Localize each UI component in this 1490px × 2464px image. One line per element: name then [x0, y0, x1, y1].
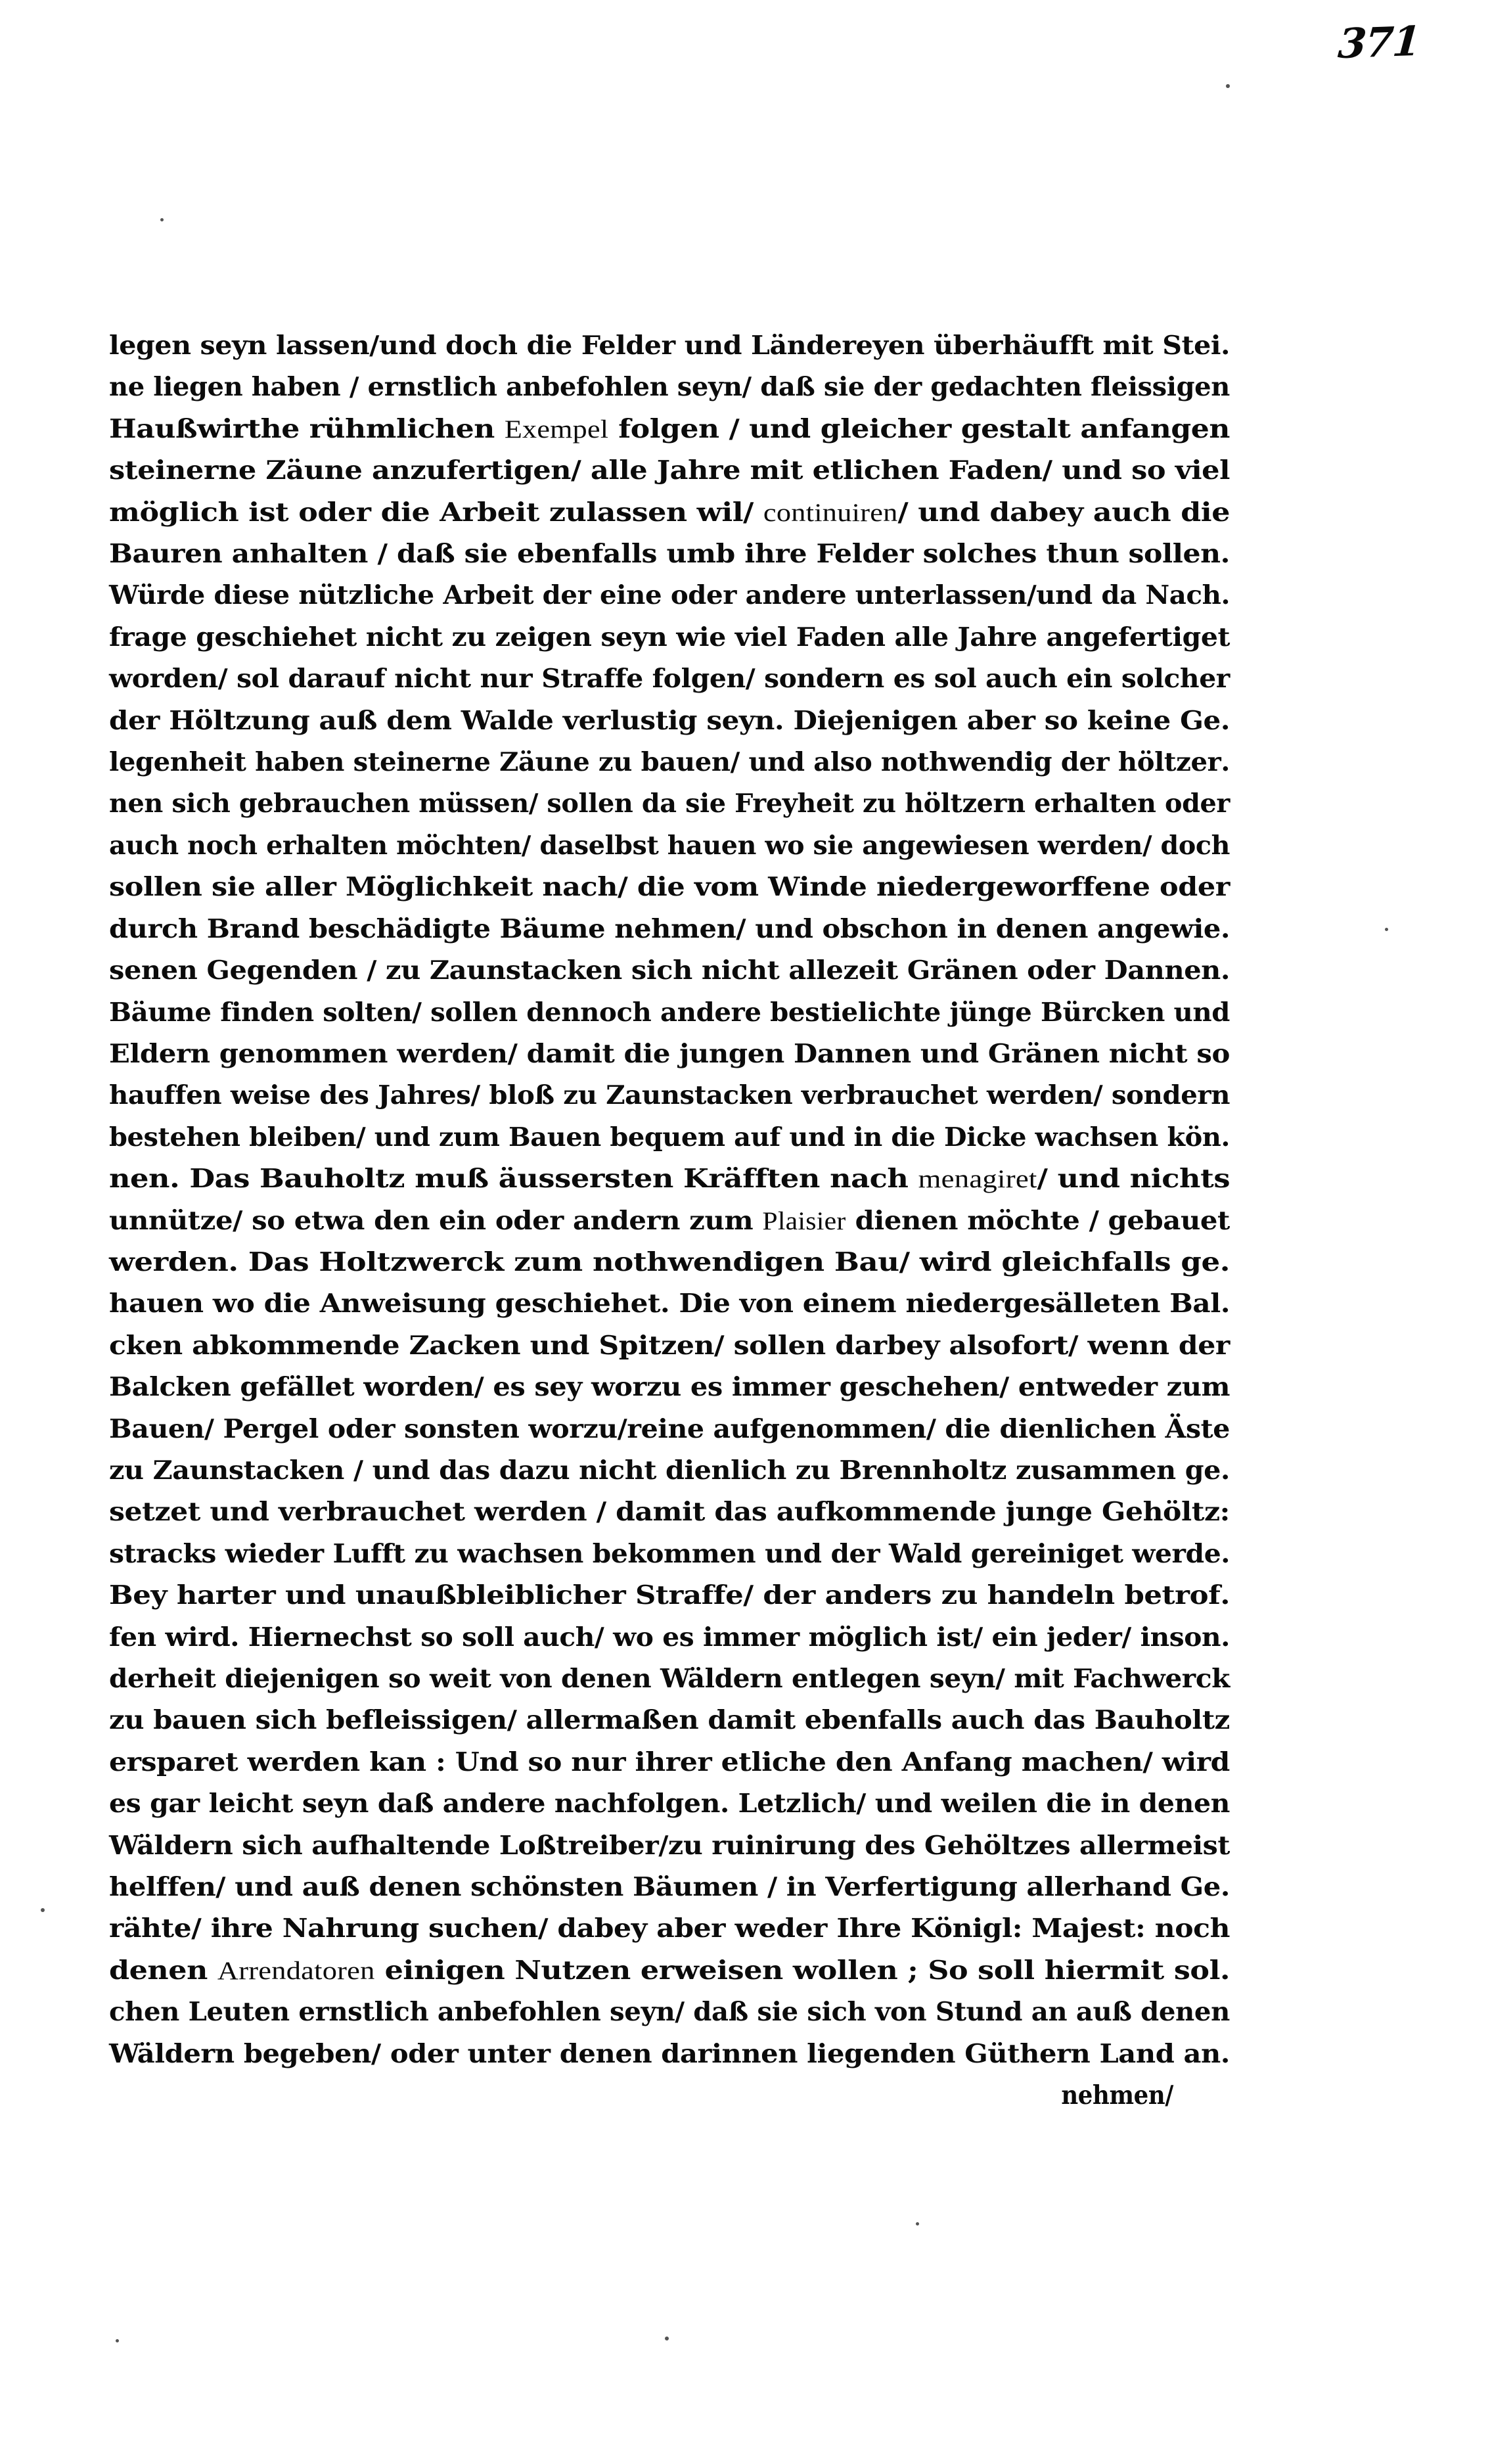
- text-line: nen sich gebrauchen müssen/ sollen da sie Freyheit zu höltzern erhalten oder: [109, 789, 1230, 819]
- text-line: unnütze/ so etwa den ein oder andern zum Plaisier dienen möchte / gebauet: [109, 1206, 1230, 1236]
- text-line: Eldern genommen werden/ damit die jungen Dannen und Gränen nicht so: [109, 1039, 1230, 1069]
- scan-speck: [41, 1908, 45, 1912]
- text-line: Bäume finden solten/ sollen dennoch andere bestielichte jünge Bürcken und: [109, 997, 1230, 1028]
- text-line: möglich ist oder die Arbeit zulassen wil/ continuiren/ und dabey auch die: [109, 497, 1230, 528]
- scan-speck: [160, 218, 164, 221]
- text-line: zu Zaunstacken / und das dazu nicht dienlich zu Brennholtz zusammen ge․: [109, 1455, 1230, 1486]
- text-line: hauffen weise des Jahres/ bloß zu Zaunstacken verbrauchet werden/ sondern: [109, 1081, 1230, 1111]
- text-line: es gar leicht seyn daß andere nachfolgen. Letzlich/ und weilen die in denen: [109, 1789, 1230, 1819]
- text-line: Bey harter und unaußbleiblicher Straffe/ der anders zu handeln betrof․: [109, 1580, 1230, 1611]
- text-line: bestehen bleiben/ und zum Bauen bequem auf und in die Dicke wachsen kön․: [109, 1122, 1230, 1152]
- catchword: nehmen/: [1061, 2080, 1173, 2110]
- text-line: helffen/ und auß denen schönsten Bäumen / in Verfertigung allerhand Ge․: [109, 1872, 1230, 1902]
- scan-speck: [1385, 928, 1388, 931]
- text-line: fen wird. Hiernechst so soll auch/ wo es immer möglich ist/ ein jeder/ inson․: [109, 1622, 1230, 1653]
- text-line: senen Gegenden / zu Zaunstacken sich nicht allezeit Gränen oder Dannen․: [109, 955, 1230, 986]
- text-line: Würde diese nützliche Arbeit der eine oder andere unterlassen/und da Nach․: [109, 581, 1230, 611]
- text-line: Bauren anhalten / daß sie ebenfalls umb ihre Felder solches thun sollen.: [109, 539, 1230, 569]
- text-line: worden/ sol darauf nicht nur Straffe folgen/ sondern es sol auch ein solcher: [109, 664, 1230, 695]
- antiqua-word: Arrendatoren: [217, 1955, 375, 1985]
- folio-number: 371: [1336, 16, 1421, 68]
- scan-speck: [665, 2337, 669, 2340]
- text-line: frage geschiehet nicht zu zeigen seyn wie viel Faden alle Jahre angefertiget: [109, 622, 1230, 652]
- text-line: cken abkommende Zacken und Spitzen/ sollen darbey alsofort/ wenn der: [109, 1331, 1230, 1361]
- text-line: Wäldern begeben/ oder unter denen darinnen liegenden Güthern Land an․: [109, 2039, 1230, 2069]
- antiqua-word: menagiret: [918, 1164, 1037, 1193]
- text-line: ne liegen haben / ernstlich anbefohlen seyn/ daß sie der gedachten fleissigen: [109, 373, 1230, 403]
- text-line: legenheit haben steinerne Zäune zu bauen/ und also nothwendig der höltzer․: [109, 747, 1230, 777]
- text-line: ersparet werden kan : Und so nur ihrer etliche den Anfang machen/ wird: [109, 1747, 1230, 1777]
- text-line: durch Brand beschädigte Bäume nehmen/ und obschon in denen angewie․: [109, 914, 1230, 944]
- text-line: setzet und verbrauchet werden / damit das aufkommende junge Gehöltz:: [109, 1497, 1230, 1528]
- antiqua-word: Exempel: [504, 414, 609, 444]
- text-line: Haußwirthe rühmlichen Exempel folgen / und gleicher gestalt anfangen: [109, 414, 1230, 444]
- text-line: Balcken gefället worden/ es sey worzu es immer geschehen/ entweder zum: [109, 1372, 1230, 1403]
- text-line: auch noch erhalten möchten/ daselbst hauen wo sie angewiesen werden/ doch: [109, 831, 1230, 861]
- text-line: derheit diejenigen so weit von denen Wäldern entlegen seyn/ mit Fachwerck: [109, 1664, 1230, 1694]
- text-line: legen seyn lassen/und doch die Felder und Ländereyen überhäufft mit Stei․: [109, 331, 1230, 361]
- text-line: sollen sie aller Möglichkeit nach/ die vom Winde niedergeworffene oder: [109, 873, 1230, 903]
- antiqua-word: Plaisier: [762, 1206, 846, 1235]
- text-line: zu bauen sich befleissigen/ allermaßen damit ebenfalls auch das Bauholtz: [109, 1706, 1230, 1736]
- text-line: Wäldern sich aufhaltende Loßtreiber/zu ruinirung des Gehöltzes allermeist: [109, 1831, 1230, 1861]
- antiqua-word: continuiren: [763, 497, 898, 527]
- text-line: stracks wieder Lufft zu wachsen bekommen und der Wald gereiniget werde․: [109, 1539, 1230, 1569]
- scan-speck: [1226, 84, 1230, 88]
- text-line: hauen wo die Anweisung geschiehet. Die von einem niedergesälleten Bal․: [109, 1289, 1230, 1319]
- scan-speck: [916, 2222, 919, 2225]
- text-line: nen. Das Bauholtz muß äussersten Kräfften nach menagiret/ und nichts: [109, 1164, 1230, 1194]
- text-line: werden. Das Holtzwerck zum nothwendigen Bau/ wird gleichfalls ge․: [109, 1247, 1230, 1277]
- text-line: der Höltzung auß dem Walde verlustig seyn. Diejenigen aber so keine Ge․: [109, 706, 1230, 736]
- body-text-block: [109, 327, 1230, 2118]
- text-line: denen Arrendatoren einigen Nutzen erweisen wollen ; So soll hiermit sol․: [109, 1955, 1230, 1986]
- text-line: chen Leuten ernstlich anbefohlen seyn/ daß sie sich von Stund an auß denen: [109, 1997, 1230, 2028]
- text-line: Bauen/ Pergel oder sonsten worzu/reine aufgenommen/ die dienlichen Äste: [109, 1414, 1230, 1444]
- scan-speck: [116, 2339, 119, 2342]
- text-line: rähte/ ihre Nahrung suchen/ dabey aber weder Ihre Königl: Majest: noch: [109, 1914, 1230, 1944]
- text-line: steinerne Zäune anzufertigen/ alle Jahre mit etlichen Faden/ und so viel: [109, 455, 1230, 486]
